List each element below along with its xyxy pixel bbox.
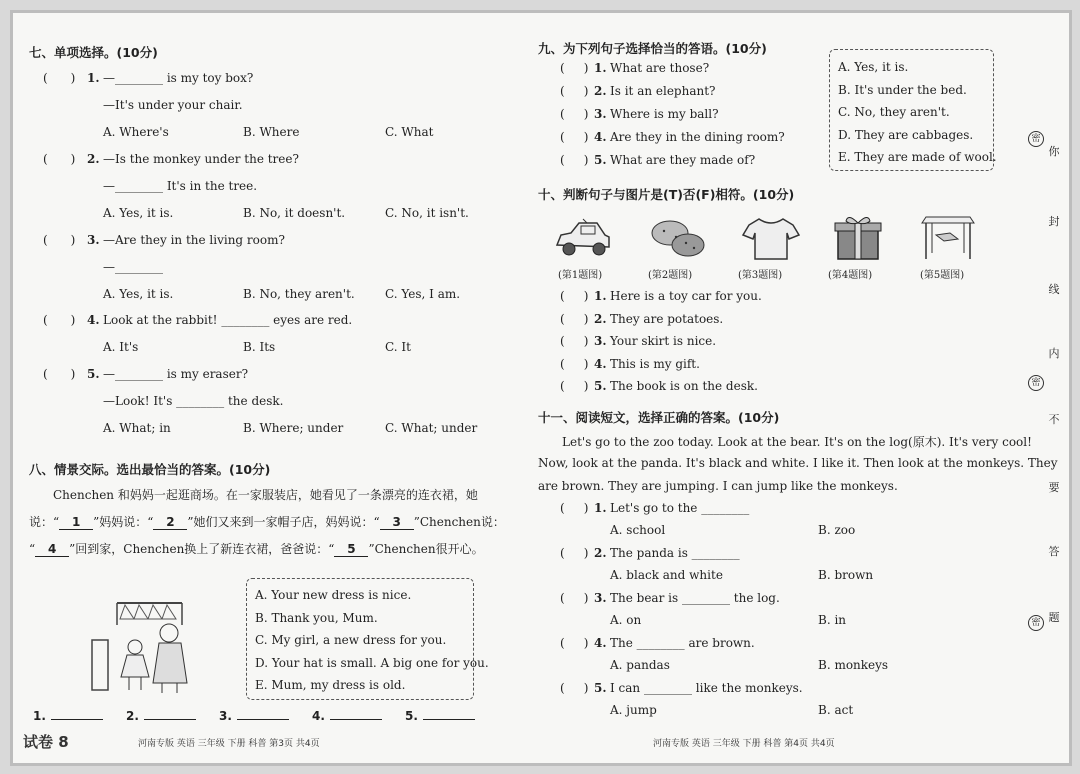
- blank-4: 4: [35, 542, 69, 557]
- option-b: B. Where: [243, 125, 300, 139]
- section-11-title: 十一、阅读短文，选择正确的答案。(10分): [538, 410, 780, 425]
- answer-paren[interactable]: ( ): [560, 379, 589, 393]
- answer-paren[interactable]: ( ): [560, 501, 589, 515]
- question-number: 3.: [594, 334, 607, 348]
- question-text: —Are they in the living room?: [103, 233, 285, 247]
- question-text: They are potatoes.: [610, 311, 724, 326]
- blank-2: 2: [153, 515, 187, 530]
- question-number: 5.: [594, 681, 607, 695]
- question-number: 5.: [594, 153, 607, 167]
- option-a: A. Yes, it is.: [103, 287, 174, 301]
- answer-number: 1.: [33, 709, 46, 723]
- answer-paren[interactable]: ( ): [560, 289, 589, 303]
- question-text: I can ________ like the monkeys.: [610, 681, 803, 695]
- option-b: B. brown: [818, 568, 874, 582]
- option-a: A. It's: [103, 340, 139, 354]
- question-text: What are they made of?: [610, 153, 756, 167]
- picture-caption: (第4题图): [828, 270, 873, 281]
- answer-paren[interactable]: ( ): [560, 130, 589, 144]
- option-b: B. Its: [243, 340, 276, 354]
- question-line-2: —________: [103, 260, 163, 274]
- question-text: The bear is ________ the log.: [610, 591, 780, 605]
- option-c: C. No, it isn't.: [385, 206, 469, 220]
- answer-number: 5.: [405, 709, 418, 723]
- potatoes-picture: [648, 217, 708, 259]
- question-text: Are they in the dining room?: [610, 130, 785, 144]
- sec9-option: C. No, they aren't.: [838, 105, 950, 119]
- passage-line-2: Now, look at the panda. It's black and white. I like it. Then look at the monkeys. They: [538, 456, 1058, 470]
- question-number: 4.: [594, 356, 607, 371]
- option-a: A. school: [610, 523, 666, 537]
- sec8-option: A. Your new dress is nice.: [255, 588, 412, 602]
- sec8-paragraph-line2: 说：“ 1 ”妈妈说：“ 2 ”她们又来到一家帽子店，妈妈说：“ 3 ”Chenchen说：: [29, 515, 505, 529]
- footer-left-info: 河南专版 英语 三年级 下册 科普 第3页 共4页: [138, 739, 320, 749]
- sec8-option: B. Thank you, Mum.: [255, 610, 378, 625]
- sec9-option: D. They are cabbages.: [838, 127, 974, 142]
- answer-blank[interactable]: [330, 719, 382, 720]
- answer-paren[interactable]: ( ): [560, 636, 589, 650]
- binding-char: 线: [1048, 283, 1060, 296]
- question-line-2: —It's under your chair.: [103, 98, 243, 112]
- answer-paren[interactable]: ( ): [560, 84, 589, 98]
- option-c: C. It: [385, 340, 411, 354]
- option-a: A. pandas: [610, 658, 670, 672]
- option-b: B. zoo: [818, 523, 856, 537]
- answer-paren[interactable]: ( ): [43, 71, 76, 85]
- answer-paren[interactable]: ( ): [43, 313, 76, 327]
- option-b: B. monkeys: [818, 658, 889, 672]
- question-number: 1.: [594, 61, 607, 75]
- question-text: Your skirt is nice.: [610, 334, 717, 348]
- sec9-option: B. It's under the bed.: [838, 82, 967, 97]
- sec9-options-box: [829, 49, 997, 171]
- picture-caption: (第2题图): [648, 270, 693, 281]
- answer-paren[interactable]: ( ): [560, 311, 589, 326]
- question-number: 5.: [594, 379, 607, 393]
- question-number: 1.: [594, 501, 607, 515]
- question-text: The panda is ________: [610, 546, 740, 560]
- answer-paren[interactable]: ( ): [43, 233, 76, 247]
- question-number: 4.: [594, 130, 607, 144]
- answer-paren[interactable]: ( ): [43, 367, 76, 381]
- footer-right-info: 河南专版 英语 三年级 下册 科普 第4页 共4页: [653, 739, 835, 749]
- question-number: 2.: [594, 311, 607, 326]
- option-a: A. Yes, it is.: [103, 206, 174, 220]
- binding-seal-char: 密: [1028, 375, 1044, 391]
- answer-paren[interactable]: ( ): [560, 546, 589, 560]
- answer-paren[interactable]: ( ): [560, 107, 589, 121]
- option-a: A. jump: [610, 703, 657, 717]
- binding-char: 你: [1048, 145, 1060, 158]
- answer-blank[interactable]: [144, 719, 196, 720]
- sec9-option: E. They are made of wool.: [838, 150, 997, 164]
- question-text: —________ is my toy box?: [103, 71, 254, 85]
- answer-number: 4.: [312, 709, 325, 723]
- binding-seal-char: 密: [1028, 131, 1044, 147]
- option-b: B. in: [818, 613, 847, 627]
- t-shirt-picture: [741, 215, 801, 261]
- option-a: A. on: [610, 613, 642, 627]
- question-number: 2.: [594, 546, 607, 560]
- binding-strip: [1031, 13, 1072, 753]
- blank-3: 3: [380, 515, 414, 530]
- section-8-title: 八、情景交际。选出最恰当的答案。(10分): [29, 462, 271, 477]
- gift-box-picture: [830, 213, 886, 261]
- binding-char: 内: [1048, 347, 1060, 360]
- sec8-option: D. Your hat is small. A big one for you.: [255, 655, 489, 670]
- option-a: A. black and white: [610, 568, 723, 582]
- question-line-2: —________ It's in the tree.: [103, 179, 258, 193]
- question-number: 2.: [87, 152, 100, 166]
- answer-paren[interactable]: ( ): [560, 681, 589, 695]
- question-text: Where is my ball?: [610, 107, 719, 121]
- question-text: —Is the monkey under the tree?: [103, 152, 299, 166]
- question-number: 2.: [594, 84, 607, 98]
- answer-blank[interactable]: [51, 719, 103, 720]
- question-text: Is it an elephant?: [610, 84, 716, 98]
- option-c: C. What: [385, 125, 434, 139]
- sec8-options-box: [246, 578, 489, 700]
- binding-seal-char: 密: [1028, 615, 1044, 631]
- binding-char: 题: [1048, 611, 1060, 624]
- passage-line-3: are brown. They are jumping. I can jump like the monkeys.: [538, 479, 898, 493]
- option-a: A. Where's: [103, 125, 169, 139]
- shopping-illustration: [87, 595, 197, 695]
- question-number: 5.: [87, 367, 100, 381]
- binding-char: 答: [1048, 545, 1060, 558]
- section-10-title: 十、判断句子与图片是(T)否(F)相符。(10分): [538, 187, 795, 202]
- question-text: Here is a toy car for you.: [610, 289, 762, 303]
- section-9-title: 九、为下列句子选择恰当的答语。(10分): [538, 41, 767, 56]
- option-b: B. act: [818, 703, 854, 717]
- blank-1: 1: [59, 515, 93, 530]
- answer-paren[interactable]: ( ): [560, 334, 589, 348]
- answer-paren[interactable]: ( ): [560, 356, 589, 371]
- sec8-option: E. Mum, my dress is old.: [255, 678, 406, 692]
- sec9-option: A. Yes, it is.: [838, 60, 909, 74]
- question-text: The ________ are brown.: [610, 636, 755, 650]
- option-c: C. Yes, I am.: [385, 287, 461, 301]
- answer-blank[interactable]: [237, 719, 289, 720]
- answer-paren[interactable]: ( ): [560, 153, 589, 167]
- question-number: 3.: [594, 591, 607, 605]
- toy-car-picture: [553, 217, 613, 259]
- exam-sheet: [10, 10, 1072, 766]
- desk-picture: [918, 213, 978, 261]
- answer-blank[interactable]: [423, 719, 475, 720]
- option-b: B. Where; under: [243, 421, 344, 435]
- sec8-option: C. My girl, a new dress for you.: [255, 633, 447, 647]
- question-text: The book is on the desk.: [610, 379, 758, 393]
- section-7-title: 七、单项选择。(10分): [29, 45, 158, 60]
- question-number: 3.: [594, 107, 607, 121]
- sec8-paragraph-line1: Chenchen 和妈妈一起逛商场。在一家服装店，她看见了一条漂亮的连衣裙，她: [53, 488, 478, 502]
- question-text: What are those?: [610, 61, 710, 75]
- answer-paren[interactable]: ( ): [560, 61, 589, 75]
- question-text: —________ is my eraser?: [103, 367, 249, 381]
- binding-char: 要: [1048, 481, 1060, 494]
- answer-number: 2.: [126, 709, 139, 723]
- picture-caption: (第1题图): [558, 270, 603, 281]
- option-b: B. No, they aren't.: [243, 287, 355, 301]
- passage-line-1: Let's go to the zoo today. Look at the bear. It's on the log(原木). It's very cool!: [562, 435, 1032, 449]
- question-number: 1.: [87, 71, 100, 85]
- question-number: 3.: [87, 233, 100, 247]
- answer-paren[interactable]: ( ): [560, 591, 589, 605]
- question-text: Look at the rabbit! ________ eyes are red.: [103, 313, 353, 327]
- blank-5: 5: [334, 542, 368, 557]
- binding-char: 不: [1048, 413, 1060, 426]
- picture-caption: (第5题图): [920, 270, 965, 281]
- answer-paren[interactable]: ( ): [43, 152, 76, 166]
- question-number: 1.: [594, 289, 607, 303]
- question-text: This is my gift.: [610, 356, 700, 371]
- question-text: Let's go to the ________: [610, 501, 750, 515]
- question-line-2: —Look! It's ________ the desk.: [103, 394, 284, 408]
- question-number: 4.: [594, 636, 607, 650]
- picture-caption: (第3题图): [738, 270, 783, 281]
- footer-left-label: 试卷 8: [23, 733, 69, 751]
- sec8-paragraph-line3: “ 4 ”回到家，Chenchen换上了新连衣裙，爸爸说：“ 5 ”Chenchen很开心。: [29, 542, 484, 556]
- option-a: A. What; in: [103, 421, 171, 435]
- question-number: 4.: [87, 313, 100, 327]
- answer-number: 3.: [219, 709, 232, 723]
- option-c: C. What; under: [385, 421, 478, 435]
- binding-char: 封: [1048, 215, 1060, 228]
- option-b: B. No, it doesn't.: [243, 206, 346, 220]
